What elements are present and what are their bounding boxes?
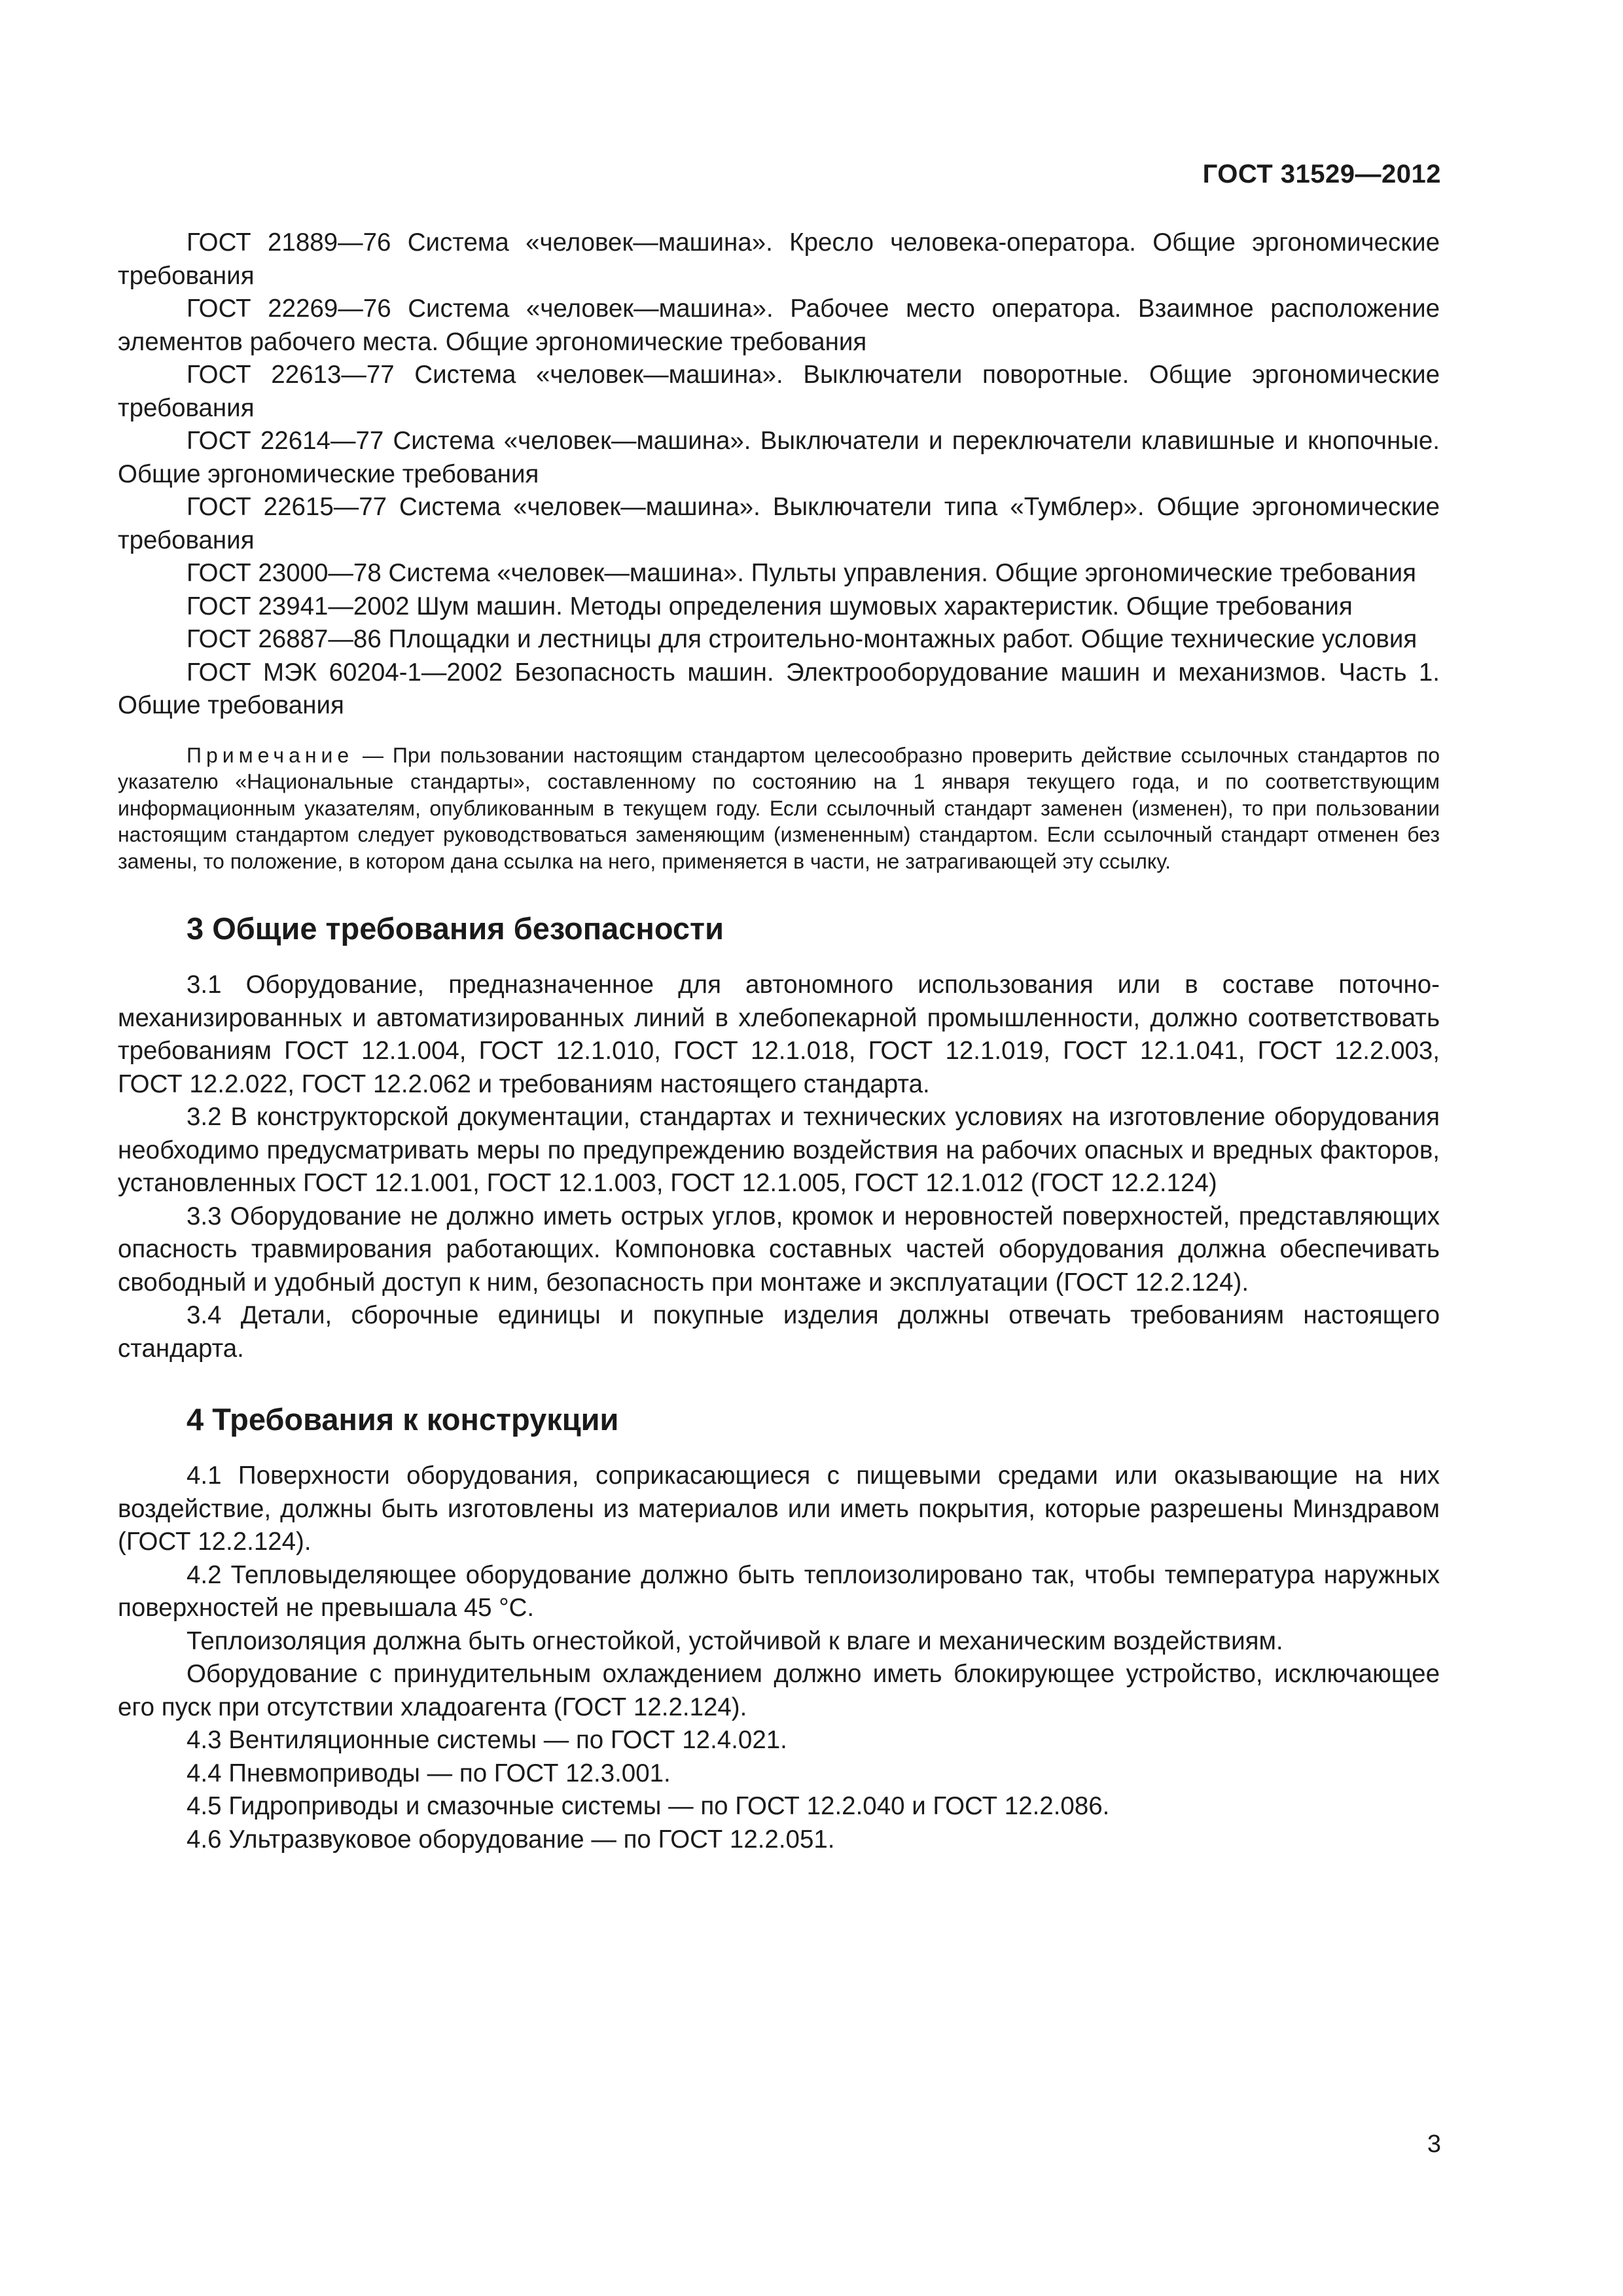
section-4-paragraph: 4.5 Гидроприводы и смазочные системы — по ГОСТ 12.2.040 и ГОСТ 12.2.086. <box>187 1792 1110 1820</box>
note-label: Примечание <box>187 743 354 767</box>
section-4-paragraph: 4.6 Ультразвуковое оборудование — по ГОСТ 12.2.051. <box>187 1825 835 1854</box>
page-number: 3 <box>1427 2130 1441 2158</box>
reference-item: ГОСТ 26887—86 Площадки и лестницы для строительно-монтажных работ. Общие технические условия <box>187 625 1418 653</box>
note-text: — При пользовании настоящим стандартом целесообразно проверить действие ссылочных стандартов по указателю «Национальные стандарты», составленному по состоянию на 1 января текущего года, и по соответствующим информационным указателям, опубликованным в текущем году. Если ссылочный стандарт заменен (изменен), то при пользовании настоящим стандартом следует руководствоваться заменяющим (измененным) стандартом. Если ссылочный стандарт отменен без замены, то положение, в котором дана ссылка на него, применяется в части, не затрагивающей эту ссылку. <box>118 743 1440 873</box>
section-4-paragraph: 4.4 Пневмоприводы — по ГОСТ 12.3.001. <box>187 1759 671 1787</box>
reference-item: ГОСТ 22613—77 Система «человек—машина». Выключатели поворотные. Общие эргономические требования <box>118 361 1440 422</box>
reference-item: ГОСТ 21889—76 Система «человек—машина». Кресло человека-оператора. Общие эргономические требования <box>118 228 1440 290</box>
page-content <box>118 226 1440 1856</box>
reference-item: ГОСТ 22269—76 Система «человек—машина». Рабочее место оператора. Взаимное расположение элементов рабочего места. Общие эргономические требования <box>118 295 1440 356</box>
section-4-paragraph: Оборудование с принудительным охлаждением должно иметь блокирующее устройство, исключающее его пуск при отсутствии хладоагента (ГОСТ 12.2.124). <box>118 1660 1440 1721</box>
reference-item: ГОСТ 23941—2002 Шум машин. Методы определения шумовых характеристик. Общие требования <box>187 592 1353 620</box>
reference-item: ГОСТ 22615—77 Система «человек—машина». Выключатели типа «Тумблер». Общие эргономические требования <box>118 493 1440 554</box>
section-3-paragraph: 3.4 Детали, сборочные единицы и покупные изделия должны отвечать требованиям настоящего стандарта. <box>118 1301 1440 1363</box>
section-3-paragraph: 3.3 Оборудование не должно иметь острых углов, кромок и неровностей поверхностей, представляющих опасность травмирования работающих. Компоновка составных частей оборудования должна обеспечивать свободный и удобный доступ к ним, безопасность при монтаже и эксплуатации (ГОСТ 12.2.124). <box>118 1202 1440 1297</box>
reference-item: ГОСТ 22614—77 Система «человек—машина». Выключатели и переключатели клавишные и кнопочные. Общие эргономические требования <box>118 427 1440 488</box>
reference-item: ГОСТ 23000—78 Система «человек—машина». Пульты управления. Общие эргономические требования <box>187 559 1416 587</box>
reference-item: ГОСТ МЭК 60204-1—2002 Безопасность машин. Электрооборудование машин и механизмов. Часть 1. Общие требования <box>118 658 1440 719</box>
references-list <box>118 226 1440 723</box>
note <box>118 742 1440 875</box>
section-4-paragraph: 4.3 Вентиляционные системы — по ГОСТ 12.4.021. <box>187 1726 787 1754</box>
section-4-heading: 4 Требования к конструкции <box>187 1402 619 1437</box>
standard-code: ГОСТ 31529—2012 <box>1202 160 1441 188</box>
section-3-body <box>118 969 1440 1365</box>
section-4-paragraph: Теплоизоляция должна быть огнестойкой, устойчивой к влаге и механическим воздействиям. <box>187 1626 1283 1655</box>
section-3-paragraph: 3.2 В конструкторской документации, стандартах и технических условиях на изготовление оборудования необходимо предусматривать меры по предупреждению воздействия на рабочих опасных и вредных факторов, установленных ГОСТ 12.1.001, ГОСТ 12.1.003, ГОСТ 12.1.005, ГОСТ 12.1.012 (ГОСТ 12.2.124) <box>118 1103 1440 1197</box>
section-4-paragraph: 4.1 Поверхности оборудования, соприкасающиеся с пищевыми средами или оказывающие на них воздействие, должны быть изготовлены из материалов или иметь покрытия, которые разрешены Минздравом (ГОСТ 12.2.124). <box>118 1462 1440 1556</box>
section-4-paragraph: 4.2 Тепловыделяющее оборудование должно быть теплоизолировано так, чтобы температура наружных поверхностей не превышала 45 °С. <box>118 1560 1440 1622</box>
section-3-paragraph: 3.1 Оборудование, предназначенное для автономного использования или в составе поточно-механизированных и автоматизированных линий в хлебопекарной промышленности, должно соответствовать требованиям ГОСТ 12.1.004, ГОСТ 12.1.010, ГОСТ 12.1.018, ГОСТ 12.1.019, ГОСТ 12.1.041, ГОСТ 12.2.003, ГОСТ 12.2.022, ГОСТ 12.2.062 и требованиям настоящего стандарта. <box>118 971 1440 1098</box>
section-3-heading: 3 Общие требования безопасности <box>187 911 724 946</box>
section-4-body <box>118 1460 1440 1856</box>
